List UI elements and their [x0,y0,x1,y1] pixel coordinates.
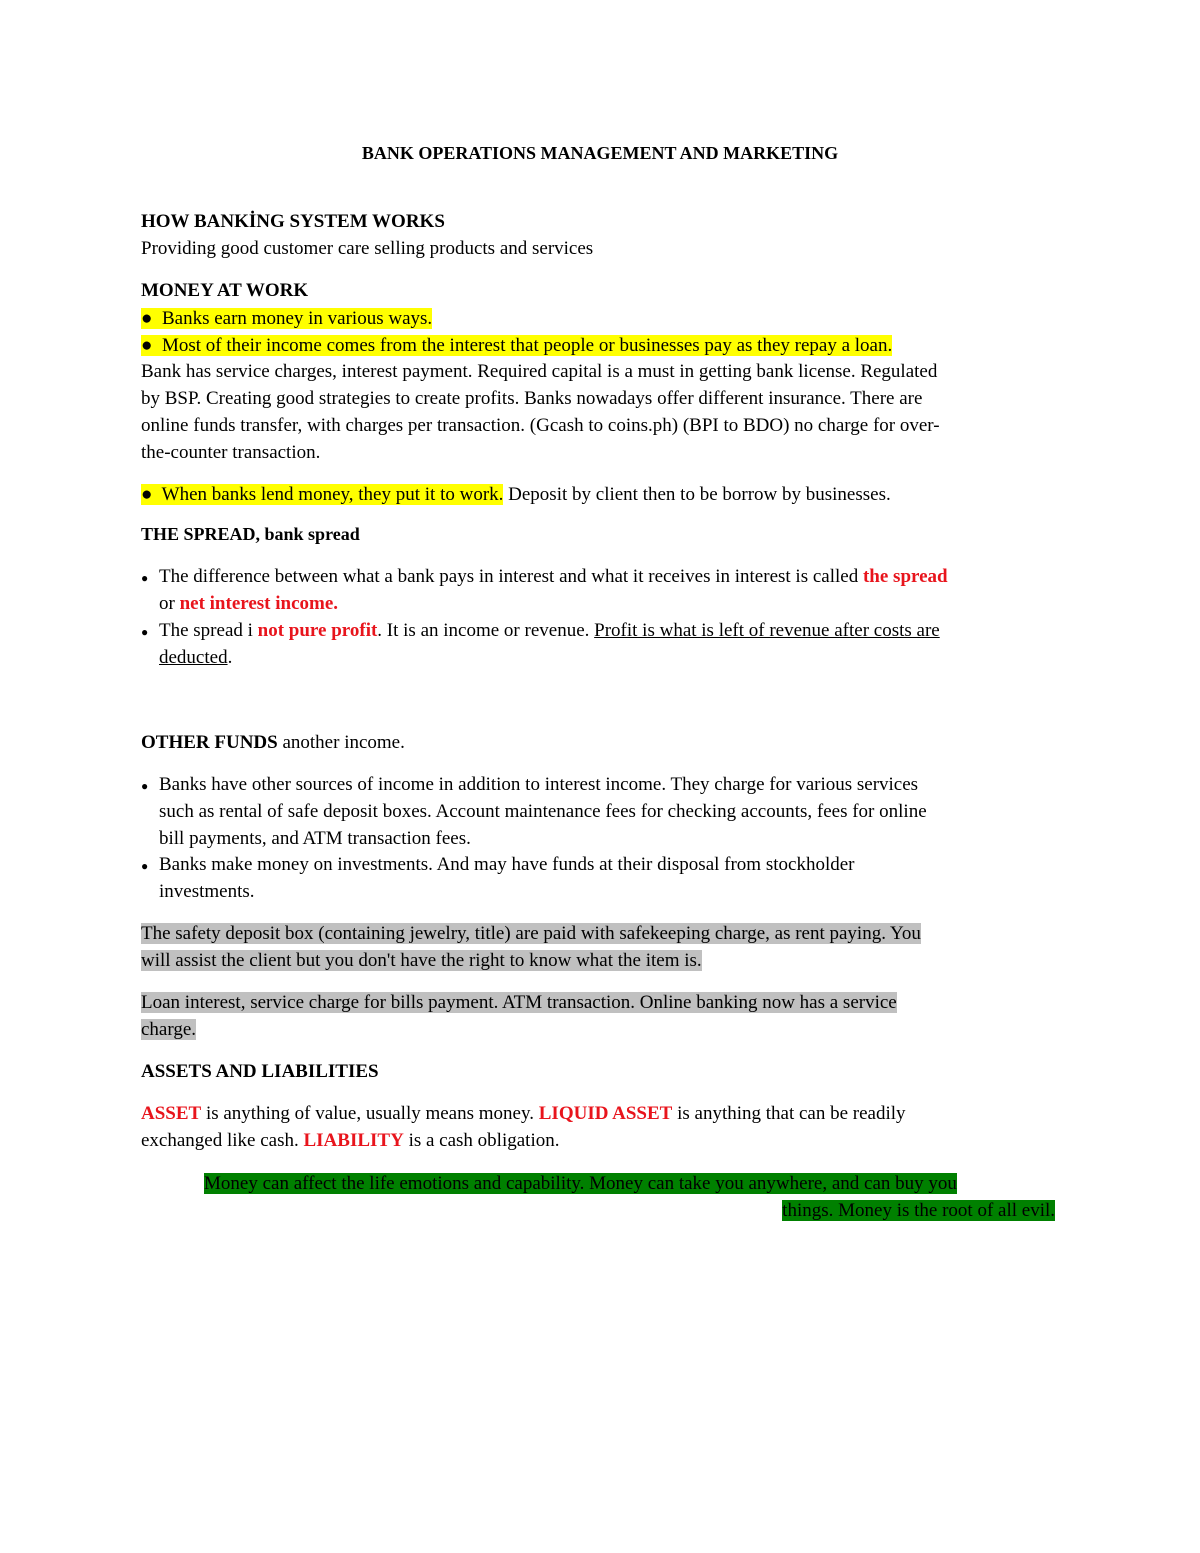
bullet-text-highlight: When banks lend money, they put it to work. [157,484,504,505]
bullet-text: Banks have other sources of income in addition to interest income. They charge for various services [159,774,919,795]
how-banking-text: Providing good customer care selling products and services [141,238,594,259]
bullet-icon: ● [141,859,149,873]
bullet-text-cont: deducted. [159,647,233,668]
heading-how-banking: HOW BANKİNG SYSTEM WORKS [141,211,445,232]
bullet-text: The difference between what a bank pays in interest and what it receives in interest is called the spread [159,566,948,587]
bullet-text-cont: investments. [159,881,255,902]
bullet-text: Banks earn money in various ways. [161,308,433,329]
quote-line: Money can affect the life emotions and capability. Money can take you anywhere, and can buy you [204,1173,957,1194]
bullet-icon: ● [141,625,149,639]
highlight-note-line: Loan interest, service charge for bills payment. ATM transaction. Online banking now has a service [141,992,897,1013]
heading-spread: THE SPREAD, bank spread [141,524,360,544]
bullet-icon: ● [141,779,149,793]
highlight-note-line: will assist the client but you don't have the right to know what the item is. [141,950,702,971]
heading-assets-liabilities: ASSETS AND LIABILITIES [141,1061,379,1082]
bullet-item [141,332,892,359]
bullet-text: Banks make money on investments. And may have funds at their disposal from stockholder [159,854,855,875]
bullet-icon: ● [141,484,158,505]
bullet-text: Deposit by client then to be borrow by businesses. [503,484,891,505]
bullet-text: The spread i not pure profit. It is an income or revenue. Profit is what is left of revenue after costs are [159,620,940,641]
quote-line: things. Money is the root of all evil. [782,1200,1055,1221]
bullet-text-cont: or net interest income. [159,593,339,614]
bullet-icon: ● [141,335,162,356]
bullet-text: Most of their income comes from the interest that people or businesses pay as they repay a loan. [161,335,893,356]
bullet-icon: ● [141,571,149,585]
paragraph-line: the-counter transaction. [141,442,321,463]
bullet-text-cont: such as rental of safe deposit boxes. Account maintenance fees for checking accounts, fees for online [159,801,927,822]
bullet-item [141,481,891,508]
heading-money-at-work: MONEY AT WORK [141,280,309,301]
bullet-item [141,305,432,332]
bullet-text-cont: bill payments, and ATM transaction fees. [159,828,471,849]
heading-other-funds: OTHER FUNDS another income. [141,732,405,753]
highlight-note-line: The safety deposit box (containing jewelry, title) are paid with safekeeping charge, as rent paying. You [141,923,921,944]
paragraph-line: by BSP. Creating good strategies to create profits. Banks nowadays offer different insurance. There are [141,388,923,409]
highlight-note-line: charge. [141,1019,197,1040]
bullet-icon: ● [141,308,162,329]
paragraph-line: ASSET is anything of value, usually means money. LIQUID ASSET is anything that can be readily [141,1103,906,1124]
paragraph-line: exchanged like cash. LIABILITY is a cash obligation. [141,1130,560,1151]
paragraph-line: online funds transfer, with charges per transaction. (Gcash to coins.ph) (BPI to BDO) no charge for over- [141,415,940,436]
document-title: BANK OPERATIONS MANAGEMENT AND MARKETING [361,143,839,163]
paragraph-line: Bank has service charges, interest payment. Required capital is a must in getting bank license. Regulated [141,361,938,382]
